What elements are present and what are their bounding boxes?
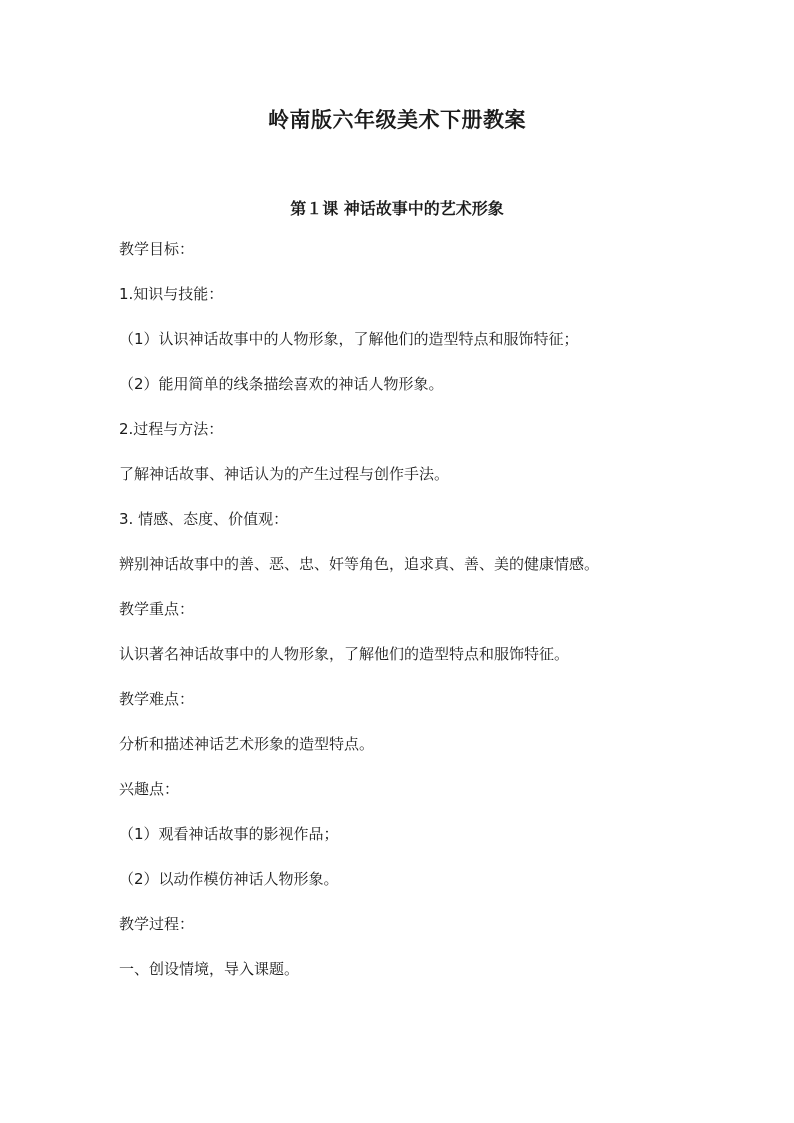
list-item: （1）观看神话故事的影视作品； — [119, 825, 339, 843]
paragraph: 认识著名神话故事中的人物形象，了解他们的造型特点和服饰特征。 — [119, 645, 570, 663]
paragraph: 分析和描述神话艺术形象的造型特点。 — [119, 735, 375, 753]
subheading-process-method: 2.过程与方法： — [119, 420, 224, 438]
section-heading-interests: 兴趣点： — [119, 780, 180, 798]
list-item: （1）认识神话故事中的人物形象，了解他们的造型特点和服饰特征； — [119, 330, 579, 348]
lesson-title: 第１课 神话故事中的艺术形象 — [290, 199, 504, 218]
paragraph: 一、创设情境，导入课题。 — [119, 960, 300, 978]
section-heading-difficulties: 教学难点： — [119, 690, 195, 708]
section-heading-process: 教学过程： — [119, 915, 195, 933]
paragraph: 了解神话故事、神话认为的产生过程与创作手法。 — [119, 465, 450, 483]
section-heading-key-points: 教学重点： — [119, 600, 195, 618]
paragraph: 辨别神话故事中的善、恶、忠、奸等角色，追求真、善、美的健康情感。 — [119, 555, 600, 573]
document-title: 岭南版六年级美术下册教案 — [268, 108, 526, 132]
list-item: （2）能用简单的线条描绘喜欢的神话人物形象。 — [119, 375, 444, 393]
subheading-knowledge-skills: 1.知识与技能： — [119, 285, 224, 303]
list-item: （2）以动作模仿神话人物形象。 — [119, 870, 339, 888]
subheading-emotion-values: 3. 情感、态度、价值观： — [119, 510, 289, 528]
section-heading-objectives: 教学目标： — [119, 240, 195, 258]
